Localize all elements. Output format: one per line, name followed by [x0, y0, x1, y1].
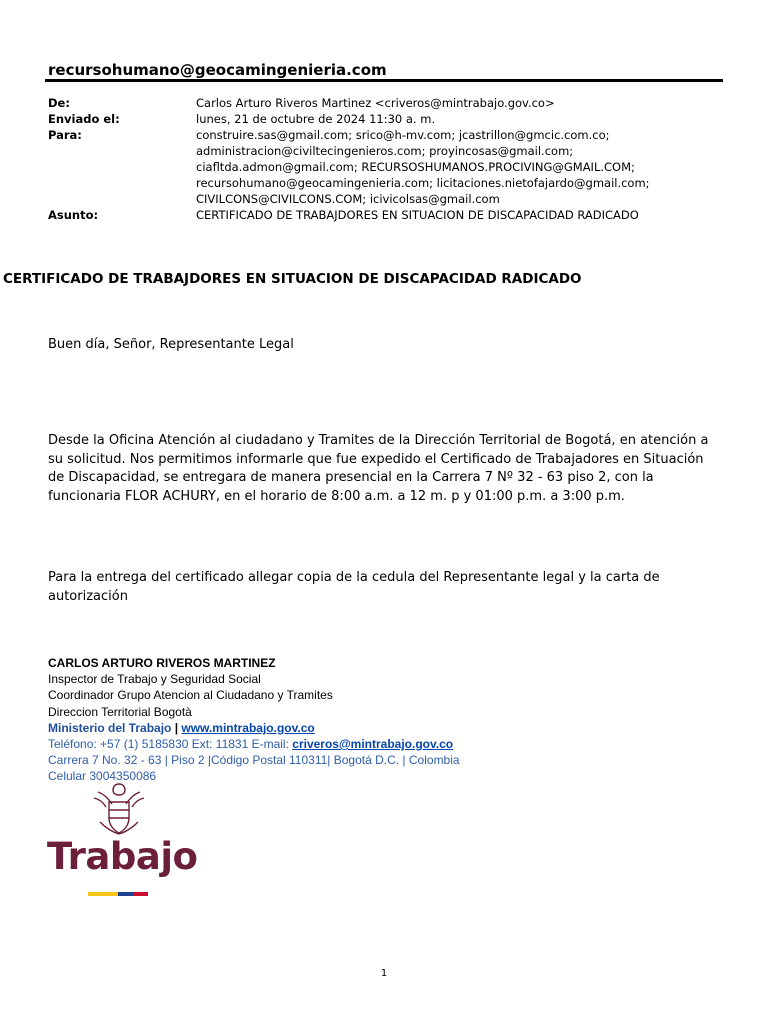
to-line: construire.sas@gmail.com; srico@h-mv.com; jcastrillon@gmcic.com.co; — [196, 128, 610, 142]
sent-label: Enviado el: — [48, 112, 120, 126]
paragraph-line: funcionaria FLOR ACHURY, en el horario de 8:00 a.m. a 12 m. p y 01:00 p.m. a 3:00 p.m. — [48, 488, 625, 504]
separator: | — [171, 720, 182, 735]
subject-value: CERTIFICADO DE TRABAJDORES EN SITUACION DE DISCAPACIDAD RADICADO — [196, 208, 639, 222]
subject-row — [0, 207, 768, 223]
signature-title: Inspector de Trabajo y Seguridad Social — [48, 672, 261, 687]
to-value — [196, 127, 686, 207]
body-paragraph-1 — [48, 432, 728, 506]
to-line: administracion@civiltecingenieros.com; proyincosas@gmail.com; — [196, 144, 574, 158]
to-line: CIVILCONS@CIVILCONS.COM; icivicolsas@gmail.com — [196, 192, 500, 206]
paragraph-line: su solicitud. Nos permitimos informarle que fue expedido el Certificado de Trabajadores en Situación — [48, 451, 704, 467]
signature-title: Direccion Territorial Bogotà — [48, 704, 192, 719]
to-line: recursohumano@geocamingenieria.com; licitaciones.nietofajardo@gmail.com; — [196, 176, 650, 190]
phone-text: Teléfono: +57 (1) 5185830 Ext: 11831 E-mail: — [48, 737, 293, 752]
signature-block — [48, 655, 460, 785]
greeting: Buen día, Señor, Representante Legal — [48, 337, 294, 352]
body-paragraph-2 — [48, 569, 728, 606]
coat-of-arms-icon — [88, 778, 150, 840]
cell-line: Celular 3004350086 — [48, 769, 157, 784]
paragraph-line: Para la entrega del certificado allegar copia de la cedula del Representante legal y la carta de — [48, 570, 660, 585]
flag-blue — [118, 892, 133, 896]
colombia-flag-stripe — [88, 892, 148, 896]
website-link[interactable]: www.mintrabajo.gov.co — [181, 720, 315, 735]
signature-name: CARLOS ARTURO RIVEROS MARTINEZ — [48, 656, 276, 670]
paragraph-line: de Discapacidad, se entregara de manera presencial en la Carrera 7 Nº 32 - 63 piso 2, con la — [48, 470, 654, 485]
paragraph-line: Desde la Oficina Atención al ciudadano y Tramites de la Dirección Territorial de Bogotá, en atención a — [48, 433, 709, 448]
trabajo-logo: Trabajo — [47, 835, 198, 878]
contact-line — [48, 736, 460, 752]
sent-value: lunes, 21 de octubre de 2024 11:30 a. m. — [196, 112, 436, 126]
signature-title: Coordinador Grupo Atencion al Ciudadano y Tramites — [48, 688, 333, 703]
address-line: Carrera 7 No. 32 - 63 | Piso 2 |Código Postal 110311| Bogotá D.C. | Colombia — [48, 753, 460, 768]
ministry-name: Ministerio del Trabajo — [48, 720, 172, 735]
subject-label: Asunto: — [48, 208, 99, 222]
sent-row — [0, 111, 768, 127]
email-header — [0, 95, 768, 223]
flag-yellow — [88, 892, 118, 896]
body-heading: CERTIFICADO DE TRABAJDORES EN SITUACION DE DISCAPACIDAD RADICADO — [3, 271, 582, 287]
flag-red — [133, 892, 148, 896]
to-label: Para: — [48, 128, 82, 142]
ministry-line — [48, 720, 460, 736]
paragraph-line: autorización — [48, 588, 128, 604]
email-link[interactable]: criveros@mintrabajo.gov.co — [292, 737, 454, 752]
from-row — [0, 95, 768, 111]
to-row — [0, 127, 768, 207]
page-number: 1 — [380, 968, 388, 979]
to-line: ciafltda.admon@gmail.com; RECURSOSHUMANOS.PROCIVING@GMAIL.COM; — [196, 160, 635, 174]
from-label: De: — [48, 96, 70, 110]
mailbox-address: recursohumano@geocamingenieria.com — [48, 61, 387, 79]
from-value: Carlos Arturo Riveros Martinez <criveros@mintrabajo.gov.co> — [196, 96, 555, 110]
header-divider — [45, 79, 723, 82]
